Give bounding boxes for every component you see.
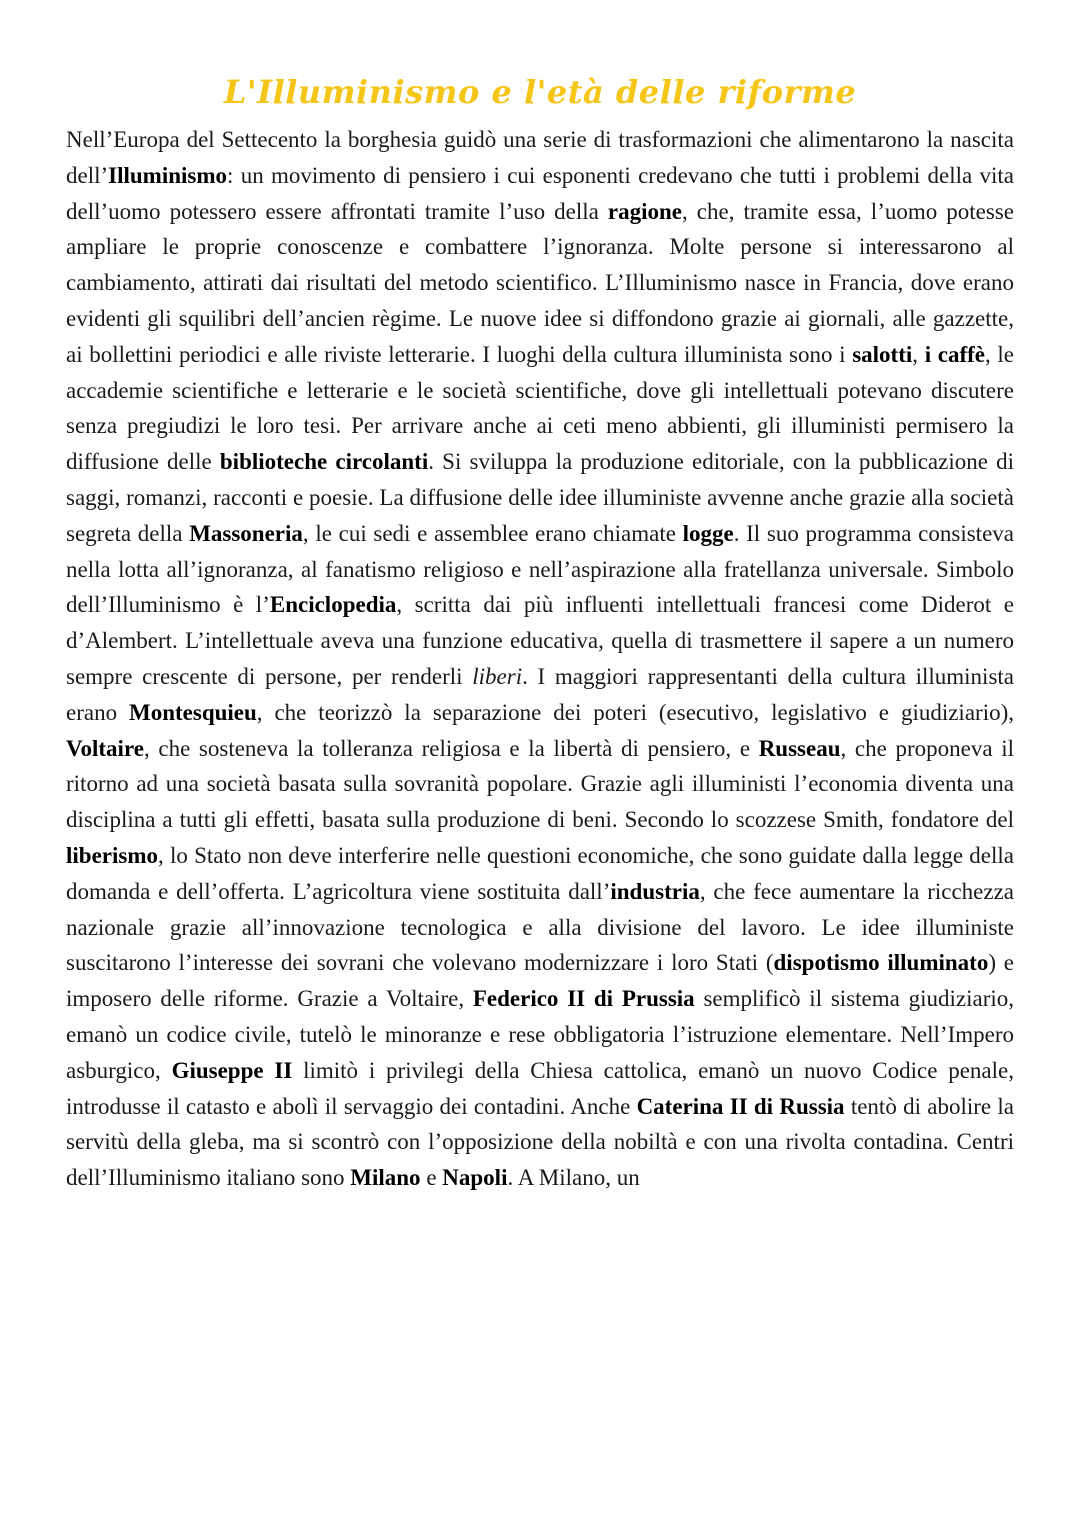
- body-paragraph: [66, 122, 1014, 1196]
- bold-term: Montesquieu: [129, 699, 257, 725]
- page-title: L'Illuminismo e l'età delle riforme: [223, 73, 857, 111]
- bold-term: Illuminismo: [108, 162, 228, 188]
- bold-term: Federico II di Prussia: [472, 986, 695, 1012]
- text-run: . Si sviluppa la produzione editoriale, con la pubblicazione di saggi, romanzi, racconti e poesie. La diffusione delle idee illuministe avvenne anche grazie alla società segreta della: [66, 449, 1015, 546]
- text-run: . A Milano, un: [507, 1165, 640, 1191]
- text-run: : un movimento di pensiero i cui esponenti credevano che tutti i problemi della vita dell’uomo potessero essere affrontati tramite l’uso della: [66, 162, 1014, 224]
- bold-term: i caffè: [924, 341, 985, 367]
- text-run: , lo Stato non deve interferire nelle questioni economiche, che sono guidate dalla legge della domanda e dell’offerta. L’agricoltura viene sostituita dall’: [66, 842, 1014, 904]
- text-run: , che sosteneva la tolleranza religiosa e la libertà di pensiero, e: [143, 735, 759, 761]
- text-run: , che, tramite essa, l’uomo potesse ampliare le proprie conoscenze e combattere l’ignoranza. Molte persone si interessarono al cambiamento, attirati dai risultati del metodo scientifico. L’Illuminismo nasce in Francia, dove erano evidenti gli squilibri dell’ancien règime. Le nuove idee si diffondono grazie ai giornali, alle gazzette, ai bollettini periodici e alle riviste letterarie. I luoghi della cultura illuminista sono i: [66, 198, 1014, 367]
- bold-term: ragione: [607, 198, 682, 224]
- bold-term: Massoneria: [189, 520, 303, 546]
- bold-term: biblioteche circolanti: [219, 449, 429, 475]
- italic-term: liberi: [472, 663, 523, 689]
- text-run: , che fece aumentare la ricchezza nazionale grazie all’innovazione tecnologica e alla divisione del lavoro. Le idee illuministe suscitarono l’interesse dei sovrani che volevano modernizzare i loro Stati (: [66, 878, 1015, 976]
- bold-term: Voltaire: [66, 735, 144, 761]
- bold-term: Russeau: [758, 735, 841, 761]
- bold-term: industria: [610, 878, 700, 904]
- text-run: . Il suo programma consisteva nella lotta all’ignoranza, al fanatismo religioso e nell’aspirazione alla fratellanza universale. Simbolo dell’Illuminismo è l’: [66, 520, 1014, 618]
- bold-term: Enciclopedia: [269, 592, 397, 618]
- text-run: , le cui sedi e assemblee erano chiamate: [302, 520, 683, 546]
- text-run: , le accademie scientifiche e letterarie e le società scientifiche, dove gli intellettuali potevano discutere senza pregiudizi le loro tesi. Per arrivare anche ai ceti meno abbienti, gli illuministi permisero la diffusione delle: [66, 341, 1014, 475]
- bold-term: salotti: [852, 341, 913, 367]
- text-run: , che teorizzò la separazione dei poteri (esecutivo, legislativo e giudiziario),: [256, 699, 1014, 725]
- text-run: , che proponeva il ritorno ad una società basata sulla sovranità popolare. Grazie agli illuministi l’economia diventa una disciplina a tutti gli effetti, basata sulla produzione di beni. Secondo lo scozzese Smith, fondatore del: [66, 735, 1014, 833]
- bold-term: logge: [682, 520, 734, 546]
- text-run: , scritta dai più influenti intellettuali francesi come Diderot e d’Alembert. L’intellettuale aveva una funzione educativa, quella di trasmettere il sapere a un numero sempre crescente di persone, per renderli: [66, 592, 1015, 689]
- text-run: tentò di abolire la servitù della gleba, ma si scontrò con l’opposizione della nobiltà e con una rivolta contadina. Centri dell’Illuminismo italiano sono: [66, 1093, 1014, 1191]
- text-run: ) e imposero delle riforme. Grazie a Voltaire,: [66, 950, 1014, 1012]
- bold-term: Caterina II di Russia: [636, 1093, 845, 1119]
- text-run: e: [420, 1165, 443, 1191]
- text-run: . I maggiori rappresentanti della cultura illuminista erano: [66, 663, 1014, 725]
- bold-term: Milano: [350, 1165, 421, 1191]
- bold-term: Giuseppe II: [171, 1057, 293, 1083]
- bold-term: Napoli: [442, 1165, 508, 1191]
- bold-term: dispotismo illuminato: [773, 950, 989, 976]
- text-run: ,: [912, 341, 925, 367]
- bold-term: liberismo: [66, 842, 158, 868]
- text-run: semplificò il sistema giudiziario, emanò un codice civile, tutelò le minoranze e rese obbligatoria l’istruzione elementare. Nell’Impero asburgico,: [66, 986, 1014, 1083]
- text-run: Nell’Europa del Settecento la borghesia guidò una serie di trasformazioni che alimentarono la nascita dell’: [66, 127, 1014, 188]
- text-run: limitò i privilegi della Chiesa cattolica, emanò un nuovo Codice penale, introdusse il catasto e abolì il servaggio dei contadini. Anche: [66, 1057, 1014, 1119]
